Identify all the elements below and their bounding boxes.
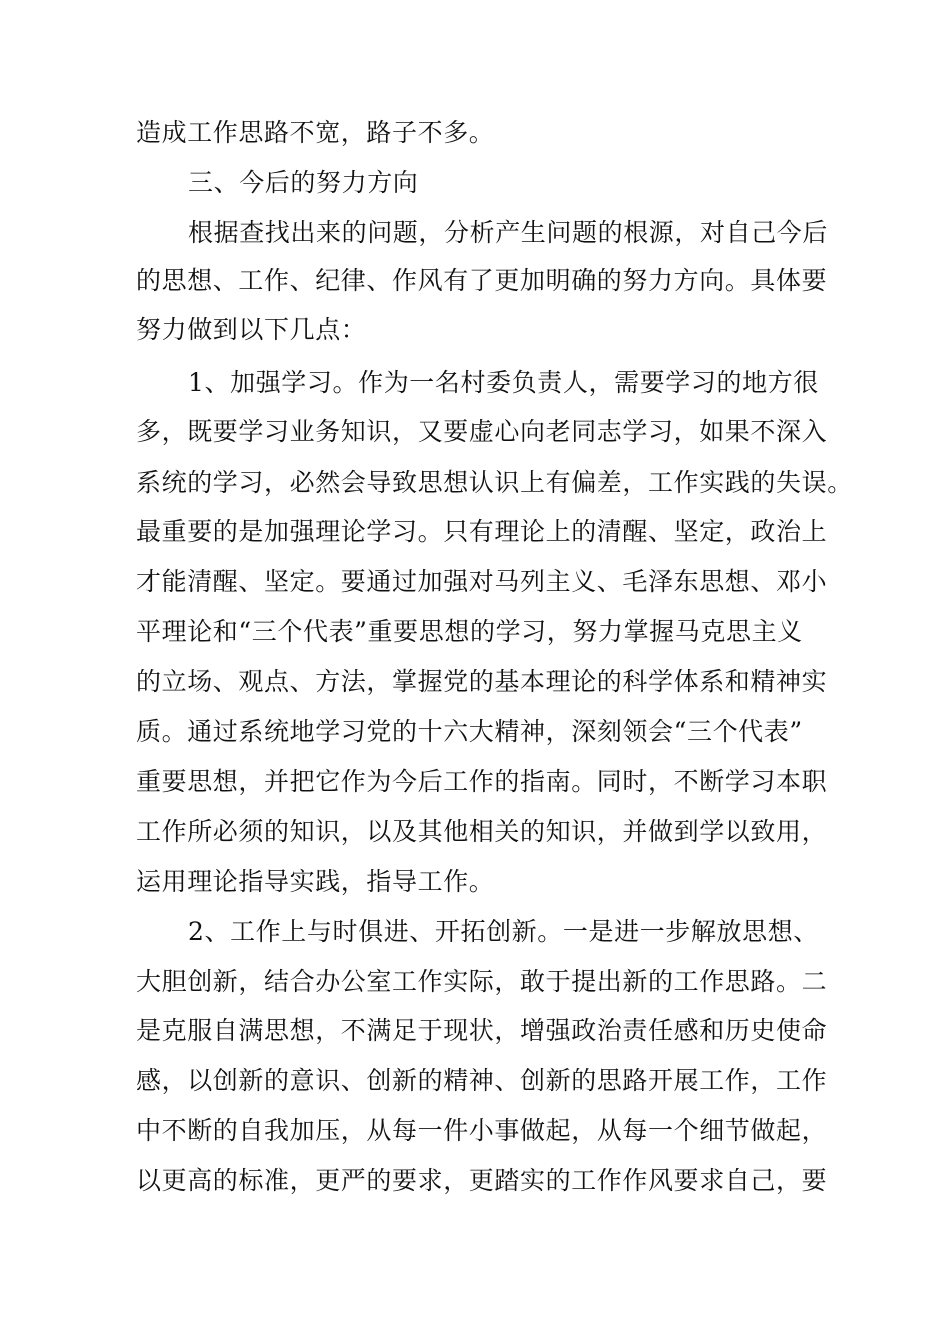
text-line: 感，以创新的意识、创新的精神、创新的思路开展工作，工作 — [136, 1066, 828, 1095]
text-line: 造成工作思路不宽，路子不多。 — [136, 118, 495, 147]
text-line: 的立场、观点、方法，掌握党的基本理论的科学体系和精神实 — [136, 667, 828, 696]
text-line: 中不断的自我加压，从每一件小事做起，从每一个细节做起， — [136, 1116, 828, 1145]
text-line: 质。通过系统地学习党的十六大精神，深刻领会“三个代表” — [136, 717, 803, 746]
text-line: 2、工作上与时俱进、开拓创新。一是进一步解放思想、 — [188, 917, 819, 946]
text-line: 平理论和“三个代表”重要思想的学习，努力掌握马克思主义 — [136, 617, 803, 646]
text-line: 是克服自满思想，不满足于现状，增强政治责任感和历史使命 — [136, 1016, 828, 1045]
text-line: 1、加强学习。作为一名村委负责人，需要学习的地方很 — [188, 368, 819, 397]
text-line: 工作所必须的知识，以及其他相关的知识，并做到学以致用， — [136, 817, 828, 846]
text-line: 最重要的是加强理论学习。只有理论上的清醒、坚定，政治上 — [136, 517, 828, 546]
section-heading: 三、今后的努力方向 — [188, 168, 419, 197]
text-line: 努力做到以下几点： — [136, 315, 367, 344]
text-line: 多，既要学习业务知识，又要虚心向老同志学习，如果不深入 — [136, 417, 828, 446]
text-line: 运用理论指导实践，指导工作。 — [136, 867, 495, 896]
text-line: 系统的学习，必然会导致思想认识上有偏差，工作实践的失误。 — [136, 468, 853, 497]
text-line: 的思想、工作、纪律、作风有了更加明确的努力方向。具体要 — [136, 266, 828, 295]
text-line: 大胆创新，结合办公室工作实际，敢于提出新的工作思路。二 — [136, 967, 828, 996]
text-line: 才能清醒、坚定。要通过加强对马列主义、毛泽东思想、邓小 — [136, 567, 828, 596]
text-line: 根据查找出来的问题，分析产生问题的根源，对自己今后 — [188, 218, 829, 247]
text-line: 以更高的标准，更严的要求，更踏实的工作作风要求自己，要 — [136, 1166, 828, 1195]
text-line: 重要思想，并把它作为今后工作的指南。同时，不断学习本职 — [136, 767, 828, 796]
